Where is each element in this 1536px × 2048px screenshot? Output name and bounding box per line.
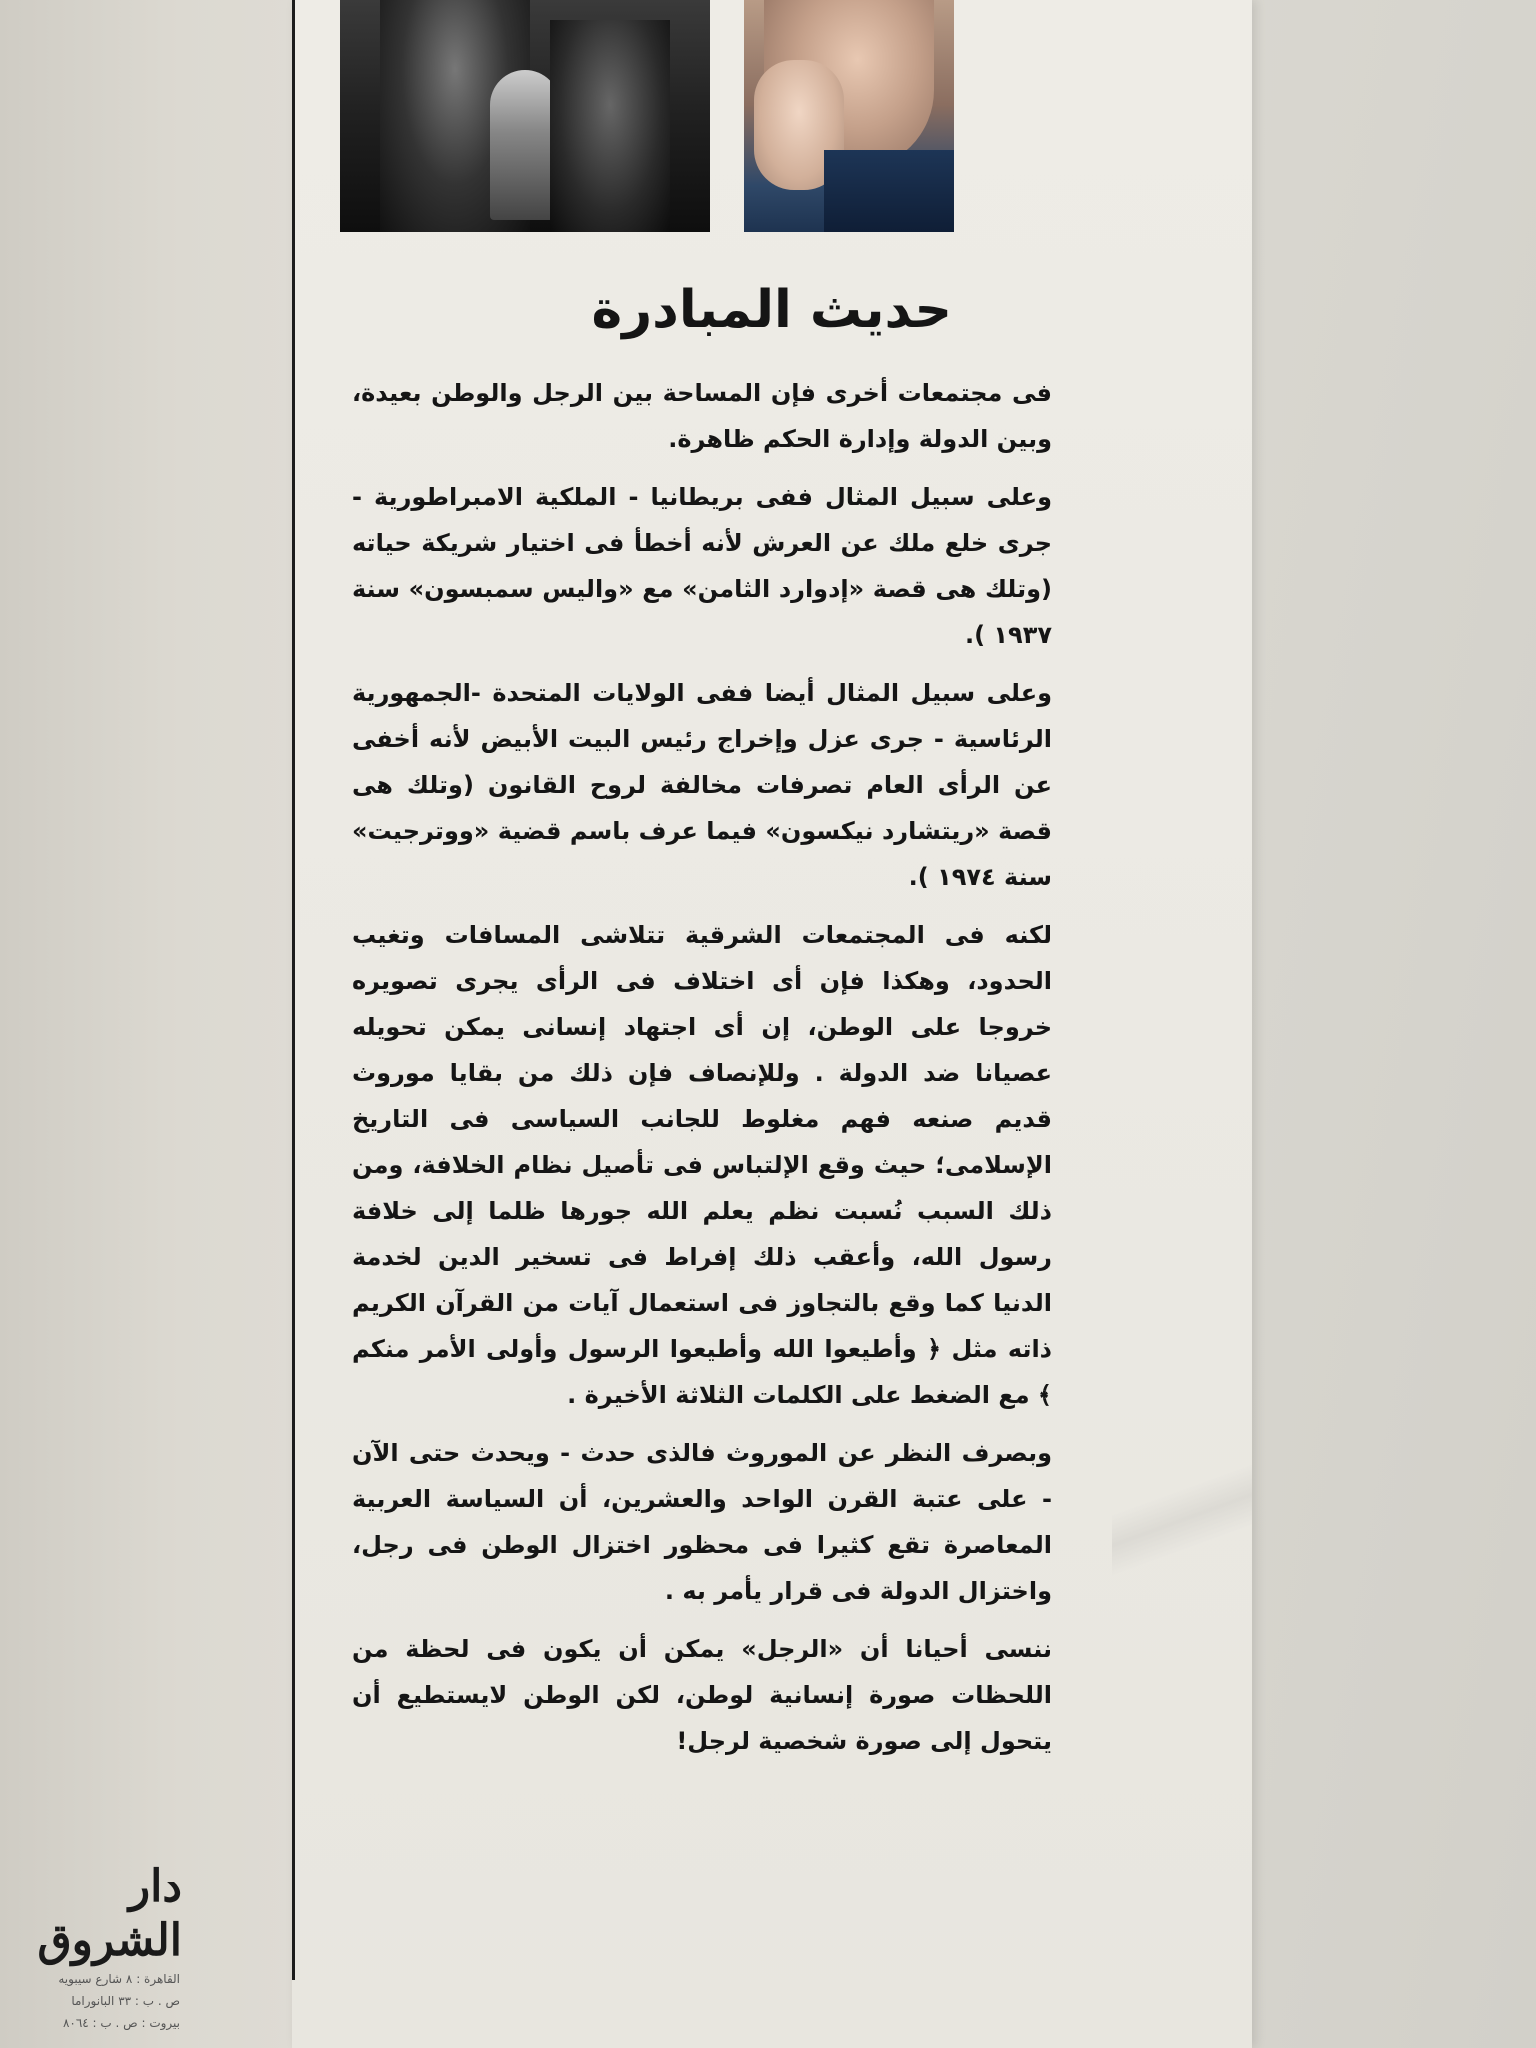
blurb-text: [352, 370, 1052, 1776]
publisher-name: دار الشروق: [37, 1861, 182, 1966]
back-cover: [0, 0, 300, 2048]
page-crease: [1112, 1390, 1252, 1650]
photo-portrait: [744, 0, 954, 232]
publisher-block: [0, 1860, 190, 2034]
photo-detail: [824, 150, 954, 232]
book-back-cover-page: [292, 0, 1252, 2048]
publisher-address-line: بيروت : ص . ب : ٨٠٦٤: [62, 2016, 180, 2030]
book-title: حديث المبادرة: [591, 280, 952, 340]
paragraph: لكنه فى المجتمعات الشرقية تتلاشى المسافات وتغيب الحدود، وهكذا فإن أى اختلاف فى الرأى يجرى تصويره خروجا على الوطن، إن أى اجتهاد إنسانى يمكن تحويله عصيانا ضد الدولة . وللإنصاف فإن ذلك من بقايا موروث قديم صنعه فهم مغلوط للجانب السياسى فى التاريخ الإسلامى؛ حيث وقع الإلتباس فى تأصيل نظام الخلافة، ومن ذلك السبب نُسبت نظم يعلم الله جورها ظلما إلى خلافة رسول الله، وأعقب ذلك إفراط فى تسخير الدين لخدمة الدنيا كما وقع بالتجاوز فى استعمال آيات من القرآن الكريم ذاته مثل ﴿ وأطيعوا الله وأطيعوا الرسول وأولى الأمر منكم ﴾ مع الضغط على الكلمات الثلاثة الأخيرة .: [352, 921, 1052, 1409]
vertical-rule: [292, 0, 295, 1980]
photo-figure-with-glasses: [340, 0, 710, 232]
photo-detail: [550, 20, 670, 232]
publisher-address-line: القاهرة : ٨ شارع سيبويه: [58, 1972, 180, 1986]
paragraph: فى مجتمعات أخرى فإن المساحة بين الرجل والوطن بعيدة، وبين الدولة وإدارة الحكم ظاهرة.: [352, 379, 1052, 453]
paragraph: وعلى سبيل المثال أيضا ففى الولايات المتحدة -الجمهورية الرئاسية - جرى عزل وإخراج رئيس البيت الأبيض لأنه أخفى عن الرأى العام تصرفات مخالفة لروح القانون (وتلك هى قصة «ريتشارد نيكسون» فيما عرف باسم قضية «ووترجيت» سنة ١٩٧٤ ).: [352, 679, 1052, 891]
publisher-address-line: ص . ب : ٣٣ البانوراما: [71, 1994, 180, 2008]
paragraph: وبصرف النظر عن الموروث فالذى حدث - ويحدث حتى الآن - على عتبة القرن الواحد والعشرين، أن السياسة العربية المعاصرة تقع كثيرا فى محظور اختزال الوطن فى رجل، واختزال الدولة فى قرار يأمر به .: [352, 1439, 1052, 1605]
paragraph: ننسى أحيانا أن «الرجل» يمكن أن يكون فى لحظة من اللحظات صورة إنسانية لوطن، لكن الوطن لايستطيع أن يتحول إلى صورة شخصية لرجل!: [352, 1635, 1052, 1755]
paragraph: وعلى سبيل المثال ففى بريطانيا - الملكية الامبراطورية - جرى خلع ملك عن العرش لأنه أخطأ فى اختيار شريكة حياته (وتلك هى قصة «إدوارد الثامن» مع «واليس سمبسون» سنة ١٩٣٧ ).: [352, 483, 1052, 649]
